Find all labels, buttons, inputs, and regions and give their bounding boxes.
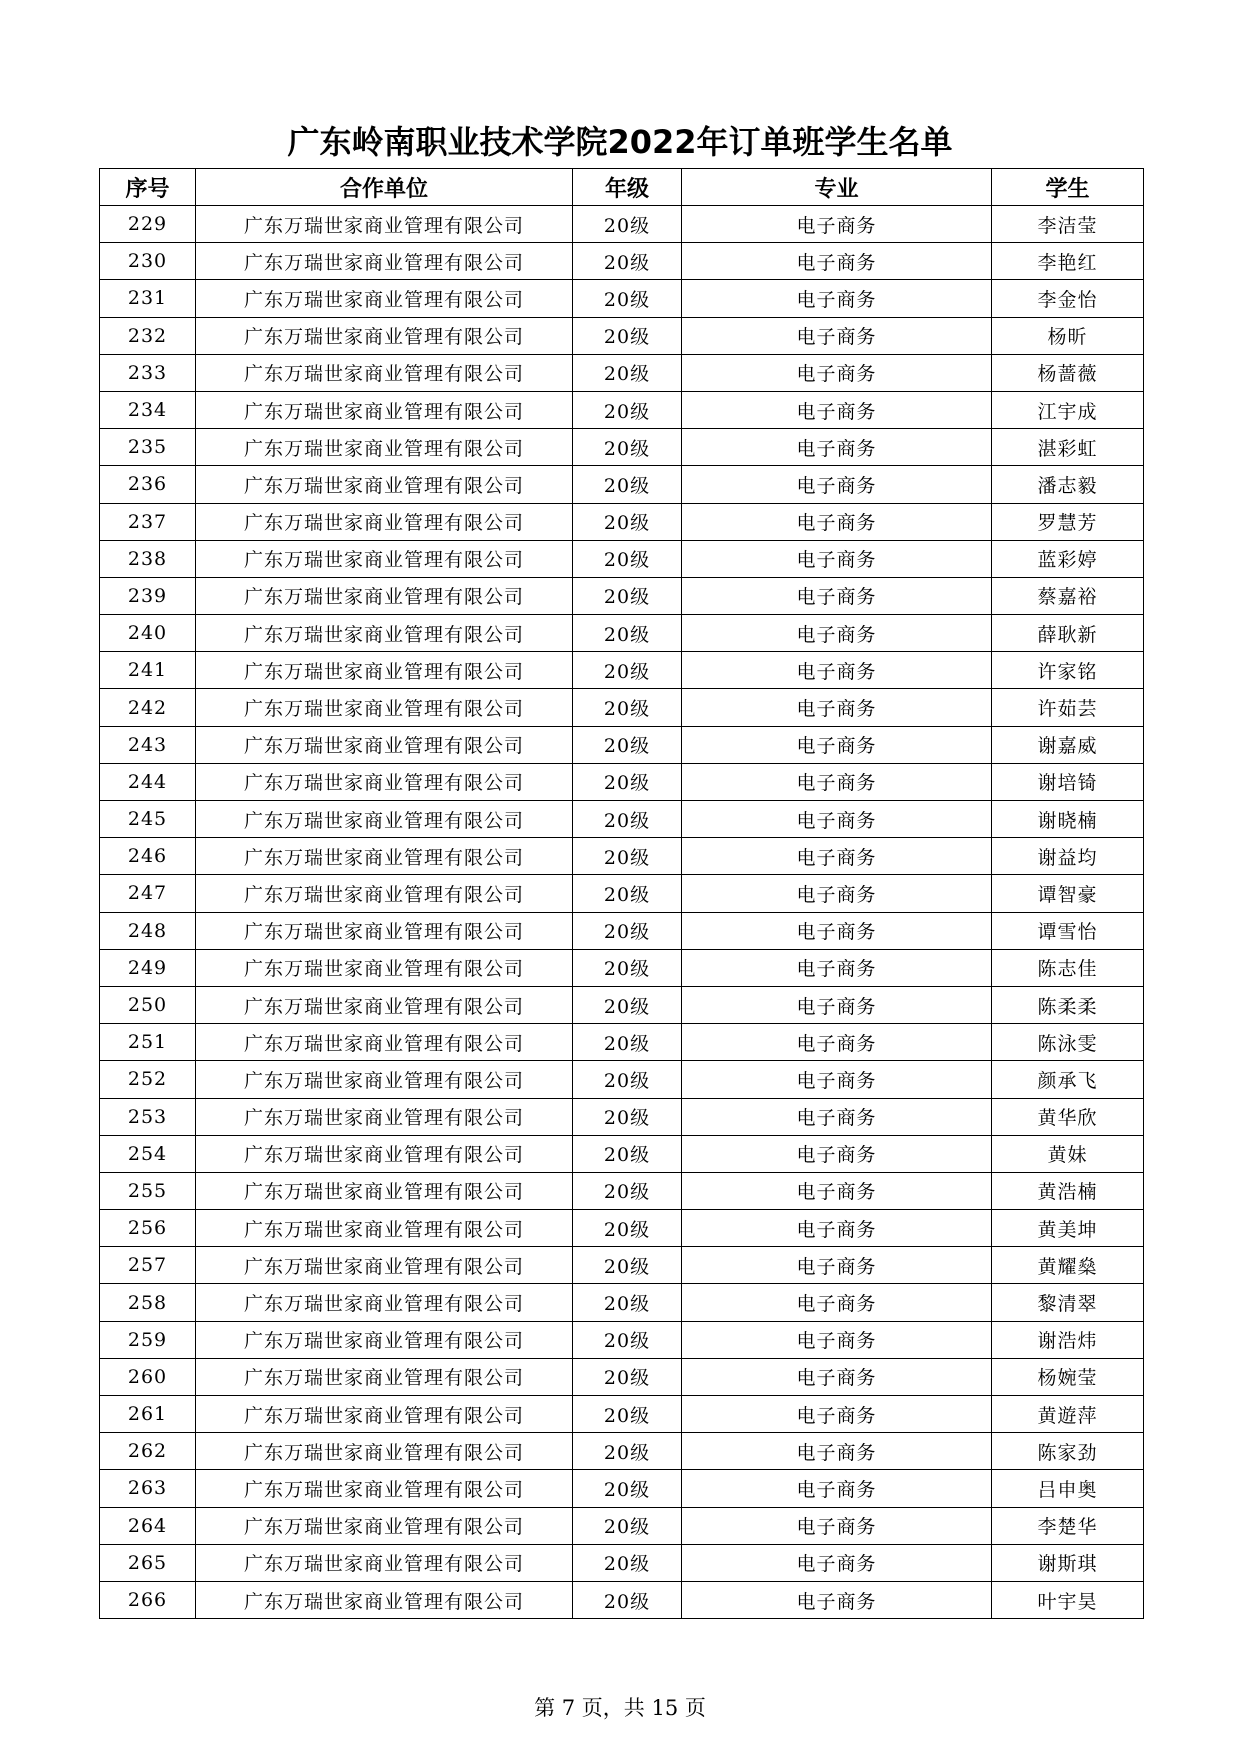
cell-student: 李洁莹 <box>992 206 1144 243</box>
cell-grade: 20级 <box>573 540 682 577</box>
cell-grade: 20级 <box>573 1135 682 1172</box>
table-row <box>100 689 1144 726</box>
cell-major: 电子商务 <box>682 1470 992 1507</box>
cell-student: 黄妹 <box>992 1135 1144 1172</box>
cell-seq: 237 <box>100 503 196 540</box>
cell-seq: 236 <box>100 466 196 503</box>
cell-grade: 20级 <box>573 1247 682 1284</box>
cell-grade: 20级 <box>573 1172 682 1209</box>
table-row <box>100 317 1144 354</box>
table-row <box>100 206 1144 243</box>
cell-major: 电子商务 <box>682 689 992 726</box>
cell-grade: 20级 <box>573 466 682 503</box>
cell-partner: 广东万瑞世家商业管理有限公司 <box>196 1358 573 1395</box>
cell-grade: 20级 <box>573 577 682 614</box>
cell-grade: 20级 <box>573 280 682 317</box>
page-footer: 第 7 页，共 15 页 <box>534 1696 706 1720</box>
table-row <box>100 1061 1144 1098</box>
cell-partner: 广东万瑞世家商业管理有限公司 <box>196 912 573 949</box>
table-row <box>100 1396 1144 1433</box>
cell-partner: 广东万瑞世家商业管理有限公司 <box>196 763 573 800</box>
table-row <box>100 1098 1144 1135</box>
cell-major: 电子商务 <box>682 429 992 466</box>
cell-major: 电子商务 <box>682 1061 992 1098</box>
cell-seq: 257 <box>100 1247 196 1284</box>
cell-partner: 广东万瑞世家商业管理有限公司 <box>196 838 573 875</box>
cell-grade: 20级 <box>573 317 682 354</box>
cell-student: 李艳红 <box>992 243 1144 280</box>
cell-major: 电子商务 <box>682 1024 992 1061</box>
cell-grade: 20级 <box>573 949 682 986</box>
cell-major: 电子商务 <box>682 1581 992 1618</box>
cell-seq: 264 <box>100 1507 196 1544</box>
cell-grade: 20级 <box>573 912 682 949</box>
cell-student: 杨蔷薇 <box>992 354 1144 391</box>
table-row <box>100 577 1144 614</box>
cell-seq: 234 <box>100 391 196 428</box>
table-row <box>100 503 1144 540</box>
cell-partner: 广东万瑞世家商业管理有限公司 <box>196 280 573 317</box>
cell-partner: 广东万瑞世家商业管理有限公司 <box>196 206 573 243</box>
cell-seq: 233 <box>100 354 196 391</box>
cell-student: 陈志佳 <box>992 949 1144 986</box>
cell-seq: 247 <box>100 875 196 912</box>
cell-student: 蓝彩婷 <box>992 540 1144 577</box>
cell-major: 电子商务 <box>682 949 992 986</box>
cell-student: 谢培锜 <box>992 763 1144 800</box>
header-seq: 序号 <box>100 169 196 206</box>
cell-partner: 广东万瑞世家商业管理有限公司 <box>196 801 573 838</box>
table-row <box>100 540 1144 577</box>
cell-major: 电子商务 <box>682 1135 992 1172</box>
table-row <box>100 1284 1144 1321</box>
cell-grade: 20级 <box>573 206 682 243</box>
cell-partner: 广东万瑞世家商业管理有限公司 <box>196 726 573 763</box>
cell-grade: 20级 <box>573 1581 682 1618</box>
cell-major: 电子商务 <box>682 503 992 540</box>
header-major: 专业 <box>682 169 992 206</box>
cell-major: 电子商务 <box>682 875 992 912</box>
cell-seq: 245 <box>100 801 196 838</box>
cell-seq: 231 <box>100 280 196 317</box>
cell-major: 电子商务 <box>682 615 992 652</box>
cell-partner: 广东万瑞世家商业管理有限公司 <box>196 1470 573 1507</box>
table-row <box>100 354 1144 391</box>
cell-seq: 243 <box>100 726 196 763</box>
cell-major: 电子商务 <box>682 1507 992 1544</box>
cell-student: 颜承飞 <box>992 1061 1144 1098</box>
table-row <box>100 1507 1144 1544</box>
cell-partner: 广东万瑞世家商业管理有限公司 <box>196 875 573 912</box>
cell-seq: 252 <box>100 1061 196 1098</box>
table-row <box>100 763 1144 800</box>
cell-grade: 20级 <box>573 1396 682 1433</box>
cell-seq: 265 <box>100 1544 196 1581</box>
table-row <box>100 280 1144 317</box>
cell-major: 电子商务 <box>682 1284 992 1321</box>
cell-grade: 20级 <box>573 503 682 540</box>
header-partner: 合作单位 <box>196 169 573 206</box>
table-row <box>100 949 1144 986</box>
cell-major: 电子商务 <box>682 652 992 689</box>
table-row <box>100 1024 1144 1061</box>
cell-seq: 250 <box>100 986 196 1023</box>
table-row <box>100 1433 1144 1470</box>
cell-partner: 广东万瑞世家商业管理有限公司 <box>196 689 573 726</box>
cell-partner: 广东万瑞世家商业管理有限公司 <box>196 1433 573 1470</box>
cell-grade: 20级 <box>573 986 682 1023</box>
cell-student: 江宇成 <box>992 391 1144 428</box>
cell-student: 黄遊萍 <box>992 1396 1144 1433</box>
cell-student: 许茹芸 <box>992 689 1144 726</box>
header-student: 学生 <box>992 169 1144 206</box>
table-body <box>100 206 1144 1619</box>
cell-student: 谢晓楠 <box>992 801 1144 838</box>
cell-student: 杨婉莹 <box>992 1358 1144 1395</box>
cell-grade: 20级 <box>573 1098 682 1135</box>
cell-major: 电子商务 <box>682 391 992 428</box>
cell-partner: 广东万瑞世家商业管理有限公司 <box>196 1135 573 1172</box>
cell-grade: 20级 <box>573 763 682 800</box>
cell-seq: 266 <box>100 1581 196 1618</box>
cell-seq: 239 <box>100 577 196 614</box>
table-row <box>100 243 1144 280</box>
cell-seq: 244 <box>100 763 196 800</box>
cell-seq: 232 <box>100 317 196 354</box>
cell-student: 李楚华 <box>992 1507 1144 1544</box>
cell-partner: 广东万瑞世家商业管理有限公司 <box>196 429 573 466</box>
cell-major: 电子商务 <box>682 838 992 875</box>
cell-partner: 广东万瑞世家商业管理有限公司 <box>196 1396 573 1433</box>
cell-partner: 广东万瑞世家商业管理有限公司 <box>196 354 573 391</box>
cell-partner: 广东万瑞世家商业管理有限公司 <box>196 540 573 577</box>
cell-major: 电子商务 <box>682 1210 992 1247</box>
cell-partner: 广东万瑞世家商业管理有限公司 <box>196 577 573 614</box>
table-row <box>100 1581 1144 1618</box>
cell-student: 谭智豪 <box>992 875 1144 912</box>
cell-major: 电子商务 <box>682 1247 992 1284</box>
cell-grade: 20级 <box>573 838 682 875</box>
cell-student: 李金怡 <box>992 280 1144 317</box>
cell-grade: 20级 <box>573 429 682 466</box>
cell-major: 电子商务 <box>682 280 992 317</box>
cell-grade: 20级 <box>573 1544 682 1581</box>
table-row <box>100 838 1144 875</box>
cell-partner: 广东万瑞世家商业管理有限公司 <box>196 1098 573 1135</box>
cell-partner: 广东万瑞世家商业管理有限公司 <box>196 949 573 986</box>
cell-student: 谢益均 <box>992 838 1144 875</box>
cell-major: 电子商务 <box>682 801 992 838</box>
cell-student: 陈家劲 <box>992 1433 1144 1470</box>
table-row <box>100 801 1144 838</box>
table-row <box>100 429 1144 466</box>
cell-grade: 20级 <box>573 1024 682 1061</box>
cell-major: 电子商务 <box>682 1433 992 1470</box>
cell-grade: 20级 <box>573 1358 682 1395</box>
cell-partner: 广东万瑞世家商业管理有限公司 <box>196 1210 573 1247</box>
cell-seq: 258 <box>100 1284 196 1321</box>
cell-major: 电子商务 <box>682 1358 992 1395</box>
cell-partner: 广东万瑞世家商业管理有限公司 <box>196 1172 573 1209</box>
cell-student: 谢浩炜 <box>992 1321 1144 1358</box>
cell-student: 黄耀燊 <box>992 1247 1144 1284</box>
cell-major: 电子商务 <box>682 726 992 763</box>
cell-student: 黄华欣 <box>992 1098 1144 1135</box>
cell-partner: 广东万瑞世家商业管理有限公司 <box>196 1247 573 1284</box>
cell-grade: 20级 <box>573 391 682 428</box>
table-row <box>100 1321 1144 1358</box>
cell-seq: 240 <box>100 615 196 652</box>
cell-major: 电子商务 <box>682 1098 992 1135</box>
cell-grade: 20级 <box>573 689 682 726</box>
cell-partner: 广东万瑞世家商业管理有限公司 <box>196 1061 573 1098</box>
cell-major: 电子商务 <box>682 540 992 577</box>
cell-major: 电子商务 <box>682 912 992 949</box>
cell-seq: 246 <box>100 838 196 875</box>
cell-student: 杨昕 <box>992 317 1144 354</box>
table-row <box>100 912 1144 949</box>
cell-student: 吕申奥 <box>992 1470 1144 1507</box>
table-row <box>100 466 1144 503</box>
cell-grade: 20级 <box>573 652 682 689</box>
cell-student: 谢斯琪 <box>992 1544 1144 1581</box>
student-roster-table <box>99 168 1144 1619</box>
cell-seq: 253 <box>100 1098 196 1135</box>
cell-major: 电子商务 <box>682 763 992 800</box>
table-row <box>100 1358 1144 1395</box>
cell-grade: 20级 <box>573 354 682 391</box>
table-row <box>100 1544 1144 1581</box>
cell-student: 黎清翠 <box>992 1284 1144 1321</box>
cell-partner: 广东万瑞世家商业管理有限公司 <box>196 1321 573 1358</box>
cell-major: 电子商务 <box>682 986 992 1023</box>
cell-partner: 广东万瑞世家商业管理有限公司 <box>196 466 573 503</box>
cell-grade: 20级 <box>573 1061 682 1098</box>
cell-seq: 241 <box>100 652 196 689</box>
cell-partner: 广东万瑞世家商业管理有限公司 <box>196 243 573 280</box>
cell-student: 潘志毅 <box>992 466 1144 503</box>
cell-student: 叶宇昊 <box>992 1581 1144 1618</box>
cell-grade: 20级 <box>573 1433 682 1470</box>
cell-student: 黄美坤 <box>992 1210 1144 1247</box>
cell-partner: 广东万瑞世家商业管理有限公司 <box>196 652 573 689</box>
cell-student: 湛彩虹 <box>992 429 1144 466</box>
cell-partner: 广东万瑞世家商业管理有限公司 <box>196 1024 573 1061</box>
cell-major: 电子商务 <box>682 1396 992 1433</box>
cell-seq: 259 <box>100 1321 196 1358</box>
cell-student: 谭雪怡 <box>992 912 1144 949</box>
cell-grade: 20级 <box>573 1321 682 1358</box>
table-row <box>100 875 1144 912</box>
cell-grade: 20级 <box>573 1284 682 1321</box>
cell-grade: 20级 <box>573 801 682 838</box>
cell-major: 电子商务 <box>682 354 992 391</box>
cell-grade: 20级 <box>573 243 682 280</box>
cell-seq: 262 <box>100 1433 196 1470</box>
cell-seq: 248 <box>100 912 196 949</box>
cell-seq: 256 <box>100 1210 196 1247</box>
cell-partner: 广东万瑞世家商业管理有限公司 <box>196 503 573 540</box>
document-title: 广东岭南职业技术学院2022年订单班学生名单 <box>287 123 953 161</box>
cell-seq: 251 <box>100 1024 196 1061</box>
cell-major: 电子商务 <box>682 466 992 503</box>
cell-seq: 238 <box>100 540 196 577</box>
cell-seq: 254 <box>100 1135 196 1172</box>
cell-partner: 广东万瑞世家商业管理有限公司 <box>196 1581 573 1618</box>
cell-grade: 20级 <box>573 615 682 652</box>
table-row <box>100 1135 1144 1172</box>
table-row <box>100 1210 1144 1247</box>
cell-seq: 235 <box>100 429 196 466</box>
cell-seq: 229 <box>100 206 196 243</box>
cell-partner: 广东万瑞世家商业管理有限公司 <box>196 615 573 652</box>
cell-student: 谢嘉威 <box>992 726 1144 763</box>
cell-student: 许家铭 <box>992 652 1144 689</box>
cell-major: 电子商务 <box>682 577 992 614</box>
table-row <box>100 1247 1144 1284</box>
cell-student: 蔡嘉裕 <box>992 577 1144 614</box>
table-row <box>100 615 1144 652</box>
cell-major: 电子商务 <box>682 1172 992 1209</box>
cell-student: 罗慧芳 <box>992 503 1144 540</box>
table-row <box>100 986 1144 1023</box>
cell-seq: 242 <box>100 689 196 726</box>
cell-seq: 230 <box>100 243 196 280</box>
cell-grade: 20级 <box>573 1470 682 1507</box>
cell-major: 电子商务 <box>682 243 992 280</box>
header-grade: 年级 <box>573 169 682 206</box>
cell-grade: 20级 <box>573 726 682 763</box>
cell-grade: 20级 <box>573 1507 682 1544</box>
table-row <box>100 726 1144 763</box>
table-row <box>100 1470 1144 1507</box>
cell-partner: 广东万瑞世家商业管理有限公司 <box>196 1284 573 1321</box>
cell-student: 薛耿新 <box>992 615 1144 652</box>
cell-major: 电子商务 <box>682 1544 992 1581</box>
cell-student: 黄浩楠 <box>992 1172 1144 1209</box>
cell-seq: 263 <box>100 1470 196 1507</box>
cell-seq: 260 <box>100 1358 196 1395</box>
table-header <box>100 169 1144 206</box>
cell-seq: 261 <box>100 1396 196 1433</box>
cell-partner: 广东万瑞世家商业管理有限公司 <box>196 317 573 354</box>
table-row <box>100 652 1144 689</box>
cell-major: 电子商务 <box>682 317 992 354</box>
cell-seq: 249 <box>100 949 196 986</box>
cell-partner: 广东万瑞世家商业管理有限公司 <box>196 391 573 428</box>
cell-student: 陈柔柔 <box>992 986 1144 1023</box>
header-row <box>100 169 1144 206</box>
cell-major: 电子商务 <box>682 1321 992 1358</box>
cell-partner: 广东万瑞世家商业管理有限公司 <box>196 1544 573 1581</box>
cell-partner: 广东万瑞世家商业管理有限公司 <box>196 1507 573 1544</box>
cell-grade: 20级 <box>573 1210 682 1247</box>
table-row <box>100 1172 1144 1209</box>
cell-major: 电子商务 <box>682 206 992 243</box>
cell-seq: 255 <box>100 1172 196 1209</box>
table-row <box>100 391 1144 428</box>
cell-partner: 广东万瑞世家商业管理有限公司 <box>196 986 573 1023</box>
cell-grade: 20级 <box>573 875 682 912</box>
cell-student: 陈泳雯 <box>992 1024 1144 1061</box>
